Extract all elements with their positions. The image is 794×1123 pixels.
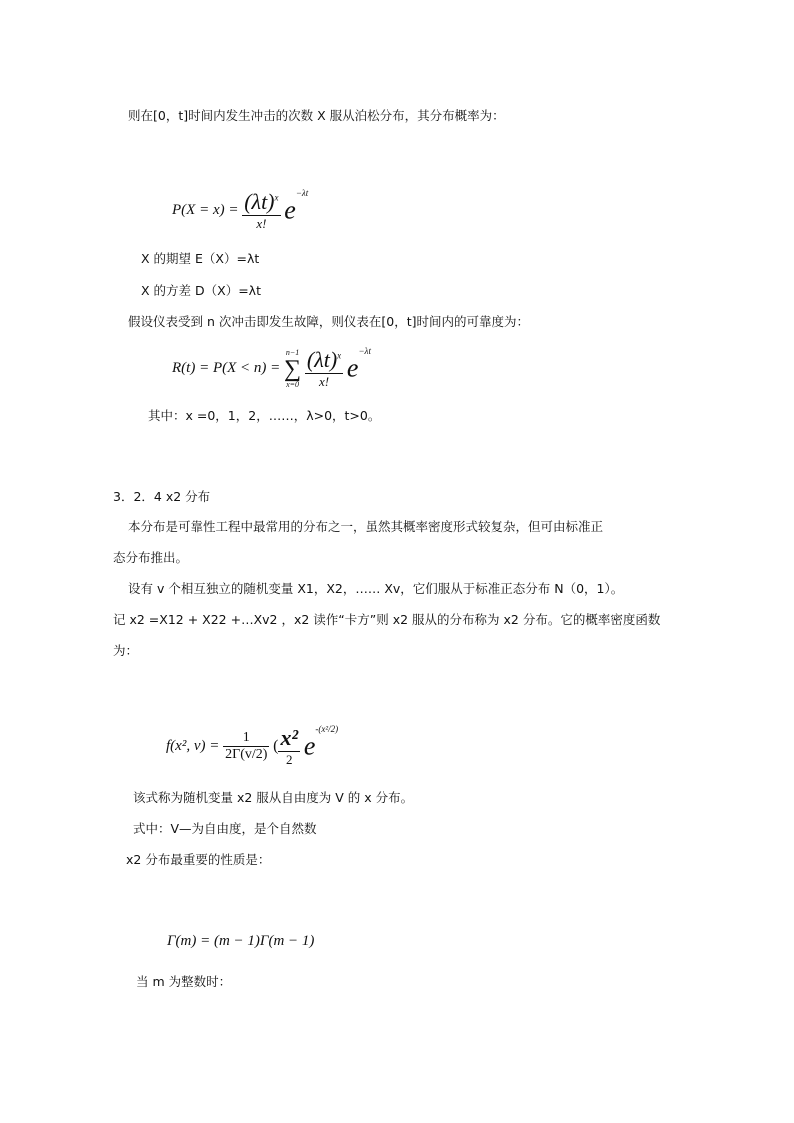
formula-exponent: x	[274, 192, 279, 203]
formula-e-exponent: −λt	[295, 188, 309, 198]
formula-e-exponent: -(x²/2)	[315, 724, 339, 734]
formula-poisson	[172, 188, 308, 238]
section-heading: 3．2．4 x2 分布	[113, 489, 211, 504]
formula-e: e	[284, 195, 296, 225]
sum-lower-limit: x=0	[286, 379, 300, 389]
paragraph-line: 记 x2 =X12 + X22 +…Xv2 ，x2 读作“卡方”则 x2 服从的分布称为 x2 分布。它的概率密度函数	[113, 612, 661, 627]
paragraph-line: 本分布是可靠性工程中最常用的分布之一，虽然其概率密度形式较复杂，但可由标准正	[128, 519, 604, 534]
paragraph-line: x2 分布最重要的性质是：	[126, 852, 271, 867]
paragraph-line: 设有 v 个相互独立的随机变量 X1，X2，…… Xv，它们服从于标准正态分布 N（0，1）。	[128, 581, 624, 596]
text-line-poisson-intro: 则在[0，t]时间内发生冲击的次数 X 服从泊松分布，其分布概率为：	[128, 108, 505, 123]
formula-numerator: x²	[280, 725, 299, 751]
text-line-conditions: 其中：x =0，1，2，……，λ>0，t>0。	[148, 408, 381, 423]
text-line-variance: X 的方差 D（X）=λt	[141, 283, 261, 298]
formula-numerator: (λt)	[244, 189, 275, 215]
formula-fraction	[305, 347, 343, 390]
paragraph-line: 式中：V—为自由度，是个自然数	[133, 821, 317, 836]
formula-fraction	[242, 189, 280, 232]
paragraph-line: 态分布推出。	[113, 550, 189, 565]
text-line-expectation: X 的期望 E（X）=λt	[141, 251, 260, 266]
formula-numerator: (λt)	[306, 347, 338, 373]
formula-reliability	[172, 346, 371, 398]
formula-gamma-property: Γ(m) = (m − 1)Γ(m − 1)	[167, 933, 315, 949]
formula-lhs: R(t) = P(X < n) =	[172, 360, 281, 377]
paragraph-line: 当 m 为整数时：	[136, 974, 232, 989]
formula-lhs: f(x², v) =	[166, 738, 220, 755]
formula-denominator: 2Γ(v/2)	[225, 747, 268, 763]
paragraph-line: 为：	[113, 643, 139, 658]
formula-exponent: x	[337, 350, 342, 361]
paragraph-line: 该式称为随机变量 x2 服从自由度为 V 的 x 分布。	[133, 790, 414, 805]
formula-e-exponent: −λt	[358, 346, 371, 356]
formula-e: e	[303, 731, 316, 761]
text-line-reliability-intro: 假设仪表受到 n 次冲击即发生故障，则仪表在[0，t]时间内的可靠度为：	[128, 314, 529, 329]
sum-icon: ∑	[284, 355, 302, 382]
formula-denominator: x!	[318, 374, 330, 390]
formula-paren: (	[273, 737, 279, 755]
formula-denominator: x!	[256, 216, 267, 232]
sum-upper-limit: n−1	[285, 347, 300, 357]
formula-lhs: P(X = x) =	[172, 202, 239, 219]
formula-sum	[284, 349, 301, 389]
formula-fraction-2	[278, 725, 300, 768]
formula-denominator: 2	[286, 752, 293, 768]
formula-chi-square-density	[166, 724, 338, 776]
formula-numerator: 1	[223, 730, 269, 747]
formula-fraction-1	[223, 730, 269, 763]
formula-e: e	[346, 353, 359, 383]
